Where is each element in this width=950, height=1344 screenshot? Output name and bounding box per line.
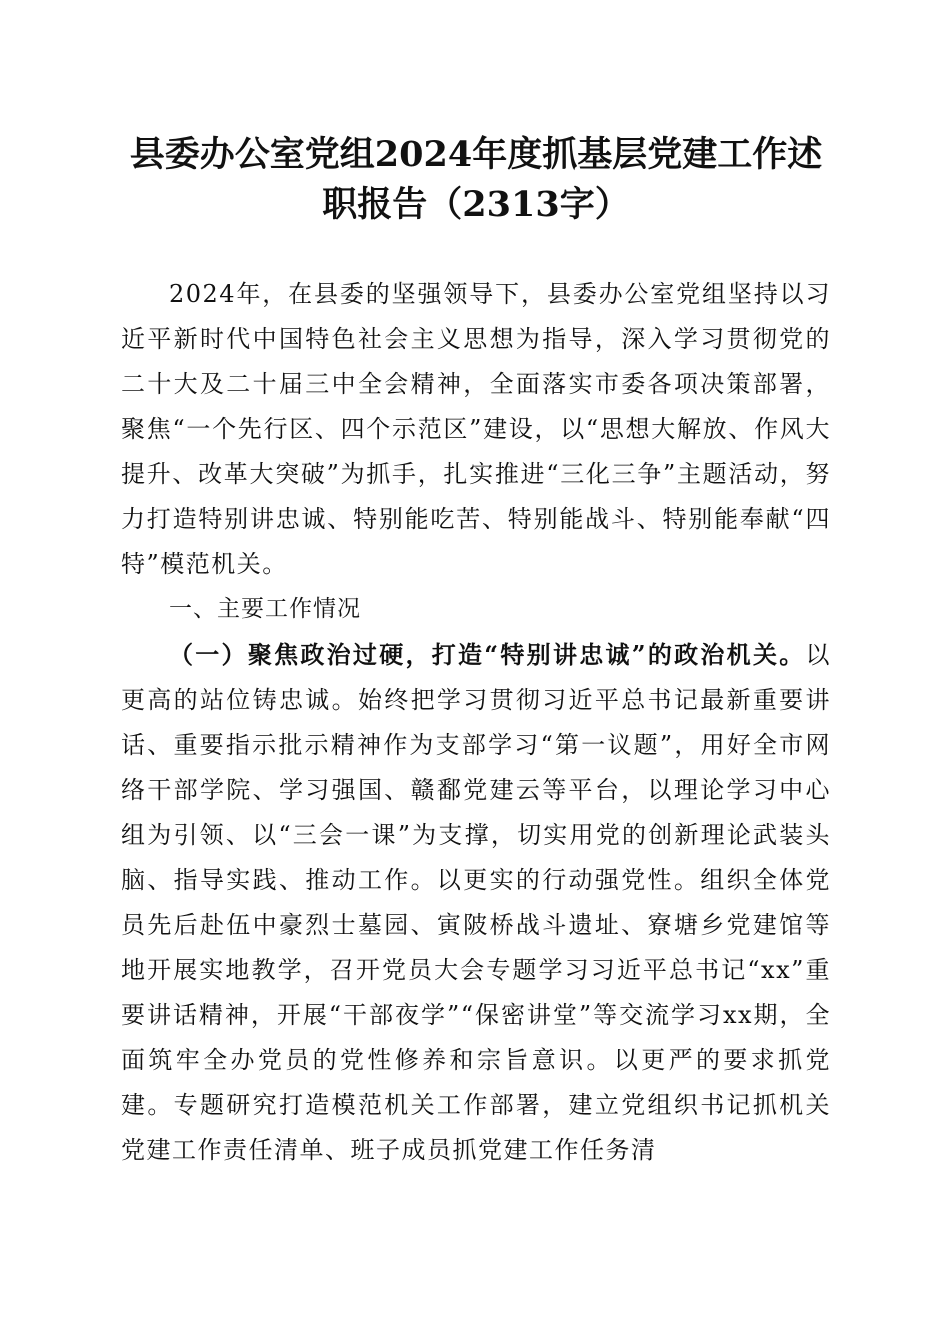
section-heading: 一、主要工作情况 bbox=[169, 596, 361, 622]
subsection-text: 以更高的站位铸忠诚。始终把学习贯彻习近平总书记最新重要讲话、重要指示批示精神作为支部学习“第一议题”，用好全市网络干部学院、学习强国、赣鄱党建云等平台，以理论学习中心组为引领、以“三会一课”为支撑，切实用党的创新理论武装头脑、指导实践、推动工作。以更实的行动强党性。组织全体党员先后赴伍中豪烈士墓园、寅陂桥战斗遗址、寮塘乡党建馆等地开展实地教学，召开党员大会专题学习习近平总书记“xx”重要讲话精神，开展“干部夜学”“保密讲堂”等交流学习xx期，全面筑牢全办党员的党性修养和宗旨意识。以更严的要求抓党建。专题研究打造模范机关工作部署，建立党组织书记抓机关党建工作责任清单、班子成员抓党建工作任务清 bbox=[121, 641, 831, 1164]
title-line-2: 职报告（2313字） bbox=[322, 184, 630, 225]
title-line-1: 县委办公室党组2024年度抓基层党建工作述 bbox=[129, 134, 823, 175]
subsection-paragraph bbox=[121, 632, 831, 1173]
document-title bbox=[121, 130, 831, 230]
document-page bbox=[121, 130, 831, 1173]
document-body bbox=[121, 272, 831, 1173]
intro-paragraph: 2024年，在县委的坚强领导下，县委办公室党组坚持以习近平新时代中国特色社会主义思想为指导，深入学习贯彻党的二十大及二十届三中全会精神，全面落实市委各项决策部署，聚焦“一个先行区、四个示范区”建设，以“思想大解放、作风大提升、改革大突破”为抓手，扎实推进“三化三争”主题活动，努力打造特别讲忠诚、特别能吃苦、特别能战斗、特别能奉献“四特”模范机关。 bbox=[121, 280, 831, 578]
subsection-heading: （一）聚焦政治过硬，打造“特别讲忠诚”的政治机关。 bbox=[169, 640, 806, 669]
